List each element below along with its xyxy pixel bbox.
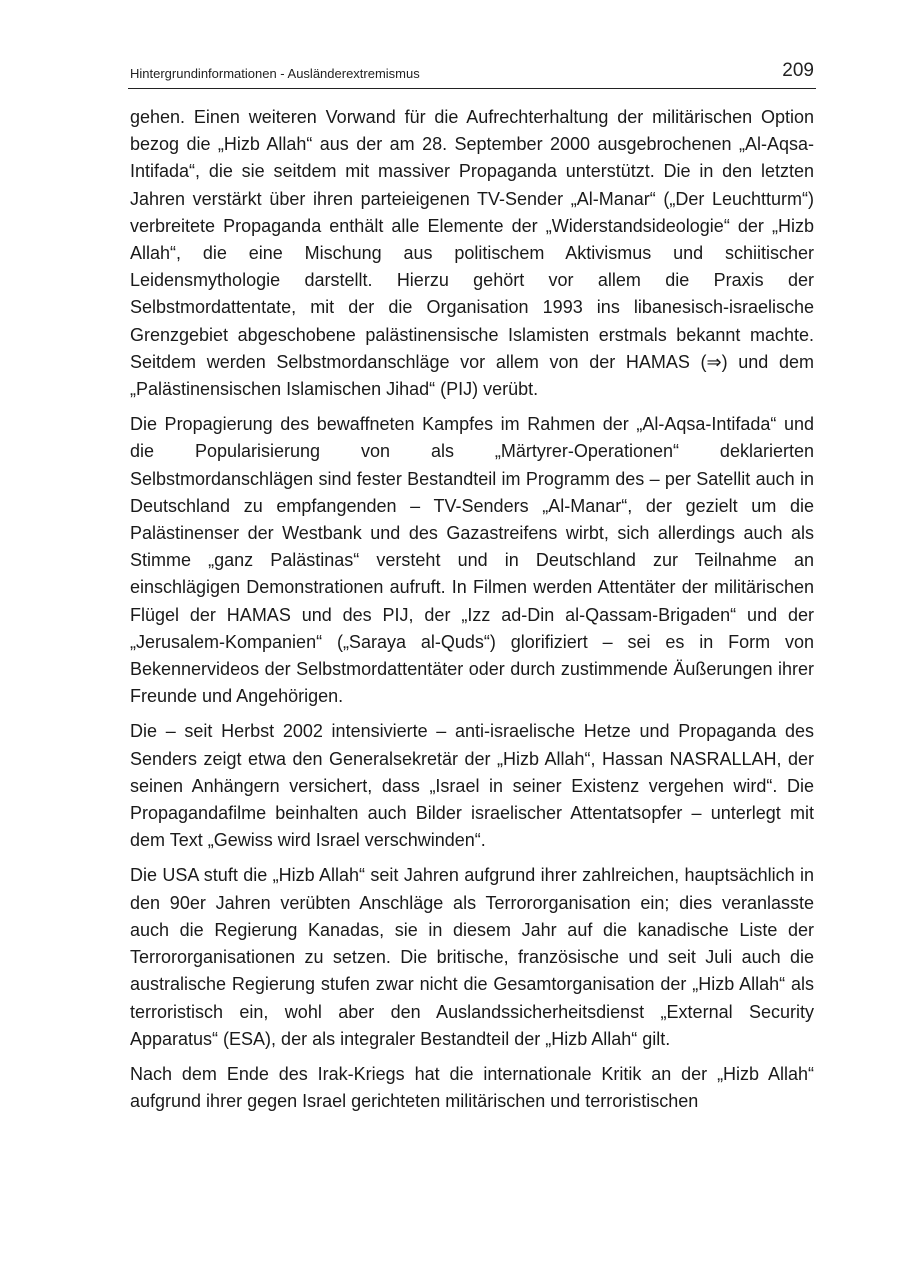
paragraph: gehen. Einen weiteren Vorwand für die Aufrechterhaltung der militärischen Option bezog die „Hizb Allah“ aus der am 28. September 2000 ausgebrochenen „Al-Aqsa-Intifada“, die sie seitdem mit massiver Propaganda unterstützt. Die in den letzten Jahren verstärkt über ihren parteieigenen TV-Sender „Al-Manar“ („Der Leuchtturm“) verbreitete Propaganda enthält alle Elemente der „Widerstandsideologie“ der „Hizb Allah“, die eine Mischung aus politischem Aktivismus und schiitischer Leidensmythologie darstellt. Hierzu gehört vor allem die Praxis der Selbstmordattentate, mit der die Organisation 1993 ins libanesisch-israelische Grenzgebiet abgeschobene palästinensische Islamisten erstmals bekannt machte. Seitdem werden Selbstmordanschläge vor allem von der HAMAS (⇒) und dem „Palästinensischen Islamischen Jihad“ (PIJ) verübt. [130, 107, 814, 400]
paragraph: Die USA stuft die „Hizb Allah“ seit Jahren aufgrund ihrer zahlreichen, hauptsächlich in den 90er Jahren verübten Anschläge als Terrororganisation ein; dies veranlasste auch die Regierung Kanadas, sie in diesem Jahr auf die kanadische Liste der Terrororganisationen zu setzen. Die britische, französische und seit Juli auch die australische Regierung stufen zwar nicht die Gesamtorganisation der „Hizb Allah“ als terroristisch ein, wohl aber den Auslandssicherheitsdienst „External Security Apparatus“ (ESA), der als integraler Bestandteil der „Hizb Allah“ gilt. [130, 865, 814, 1049]
header-title: Hintergrundinformationen - Ausländerextremismus [130, 66, 420, 81]
paragraph: Nach dem Ende des Irak-Kriegs hat die internationale Kritik an der „Hizb Allah“ aufgrund ihrer gegen Israel gerichteten militärischen und terroristischen [130, 1063, 814, 1112]
page-number: 209 [782, 60, 814, 81]
page-header [128, 60, 816, 89]
paragraph: Die – seit Herbst 2002 intensivierte – anti-israelische Hetze und Propaganda des Senders zeigt etwa den Generalsekretär der „Hizb Allah“, Hassan NASRALLAH, der seinen Anhängern versichert, dass „Israel in seiner Existenz vergehen wird“. Die Propagandafilme beinhalten auch Bilder israelischer Attentatsopfer – unterlegt mit dem Text „Gewiss wird Israel verschwinden“. [130, 721, 814, 851]
body-text [130, 104, 814, 1123]
paragraph: Die Propagierung des bewaffneten Kampfes im Rahmen der „Al-Aqsa-Intifada“ und die Popularisierung von als „Märtyrer-Operationen“ deklarierten Selbstmordanschlägen sind fester Bestandteil im Programm des – per Satellit auch in Deutschland zu empfangenden – TV-Senders „Al-Manar“, der gezielt um die Palästinenser der Westbank und des Gazastreifens wirbt, sich allerdings auch als Stimme „ganz Palästinas“ versteht und in Deutschland zur Teilnahme an einschlägigen Demonstrationen aufruft. In Filmen werden Attentäter der militärischen Flügel der HAMAS und des PIJ, der „Izz ad-Din al-Qassam-Brigaden“ und der „Jerusalem-Kompanien“ („Saraya al-Quds“) glorifiziert – sei es in Form von Bekennervideos der Selbstmordattentäter oder durch zustimmende Äußerungen ihrer Freunde und Angehörigen. [130, 414, 814, 707]
